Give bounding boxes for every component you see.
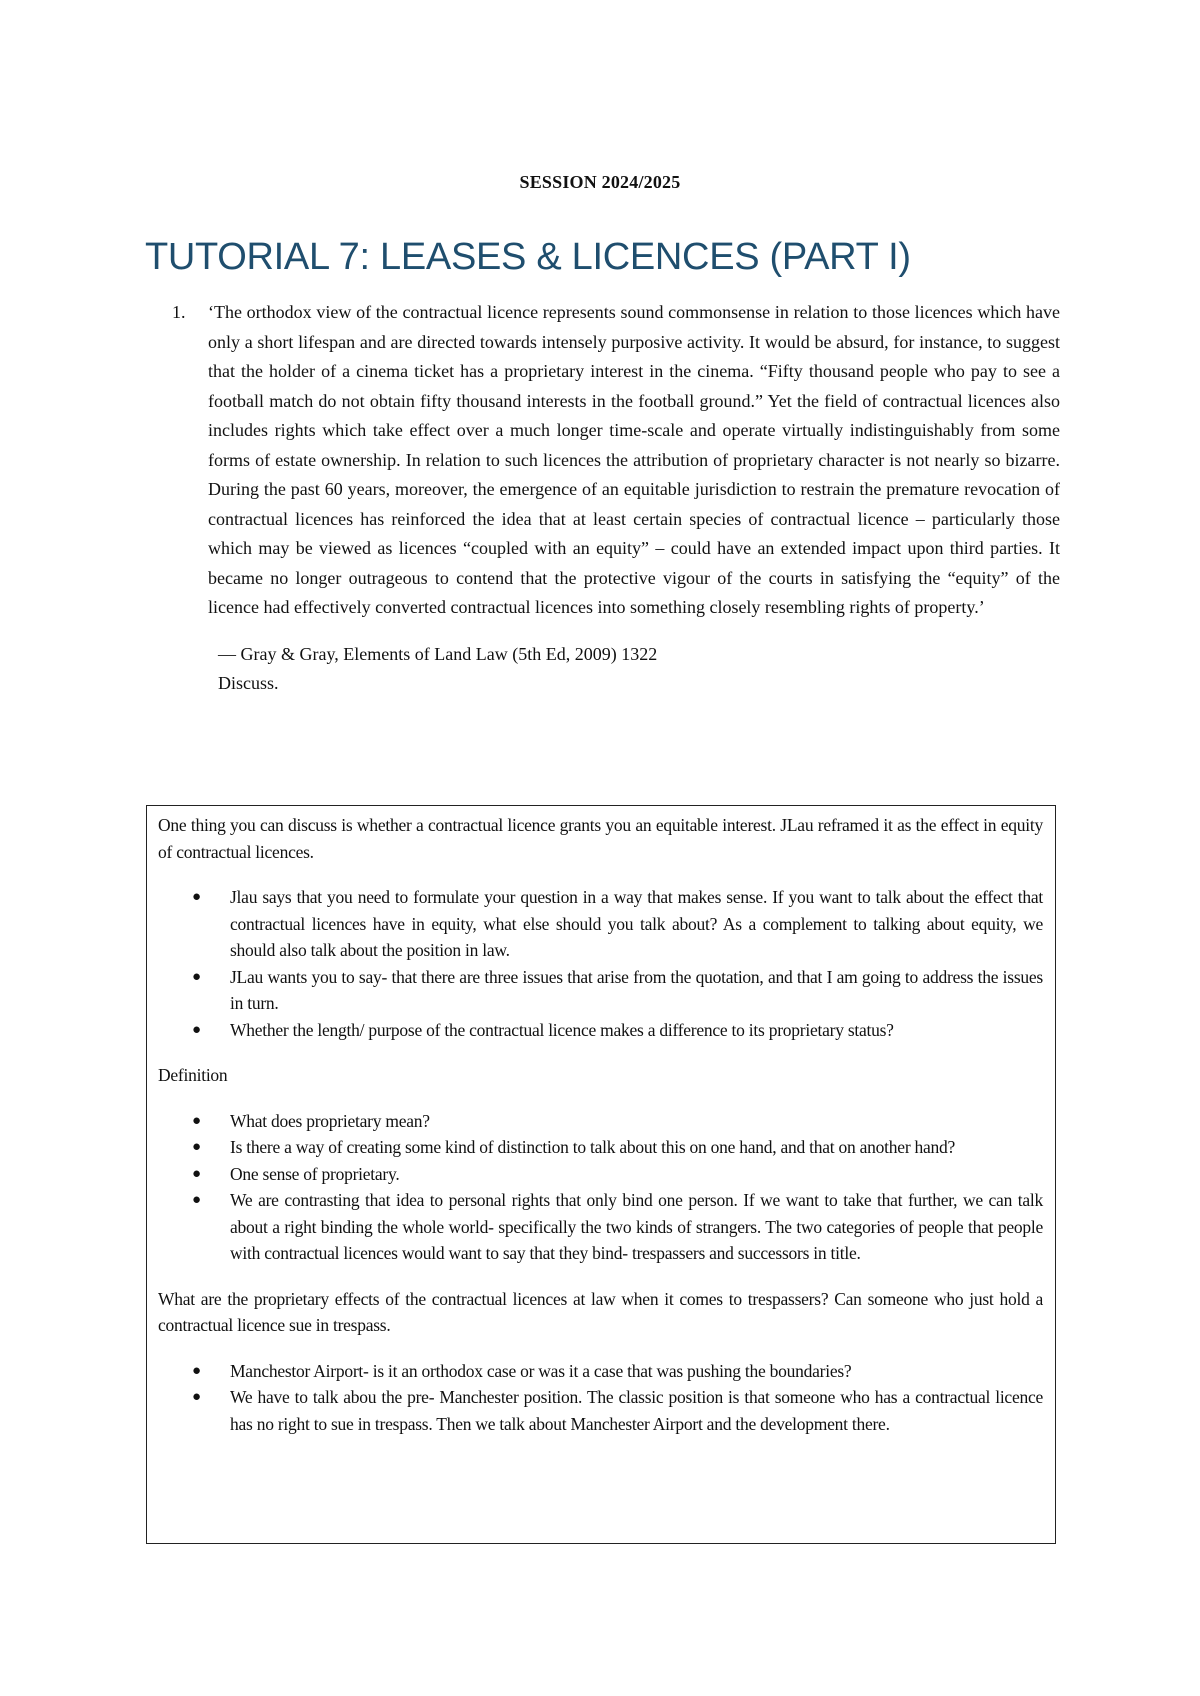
- list-item-text: JLau wants you to say- that there are three issues that arise from the quotation, and that I am going to address the issues in turn.: [230, 966, 1043, 1013]
- trespass-bullet-list: [158, 1358, 1043, 1438]
- bullet-icon: ●: [192, 1139, 201, 1155]
- definition-bullet-list: [158, 1108, 1043, 1267]
- list-item-text: Is there a way of creating some kind of distinction to talk about this on one hand, and that on another hand?: [230, 1137, 956, 1157]
- bullet-icon: ●: [192, 889, 201, 905]
- list-item-text: Jlau says that you need to formulate your question in a way that makes sense. If you want to talk about the effect that contractual licences have in equity, what else should you talk about? As a complement to talking about equity, we should also talk about the position in law.: [230, 887, 1043, 960]
- answer-intro: One thing you can discuss is whether a contractual licence grants you an equitable interest. JLau reframed it as the effect in equity of contractual licences.: [158, 815, 1043, 862]
- question-attribution: — Gray & Gray, Elements of Land Law (5th Ed, 2009) 1322: [218, 643, 658, 664]
- page-title: TUTORIAL 7: LEASES & LICENCES (PART I): [145, 236, 911, 278]
- bullet-icon: ●: [192, 1362, 201, 1379]
- list-item: [158, 1134, 1043, 1161]
- session-label: SESSION 2024/2025: [519, 172, 681, 192]
- bullet-icon: ●: [192, 1165, 201, 1182]
- question-quote: ‘The orthodox view of the contractual licence represents sound commonsense in relation to those licences which have only a short lifespan and are directed towards intensely purposive activity. It would be absurd, for instance, to suggest that the holder of a cinema ticket has a proprietary interest in the cinema. “Fifty thousand people who pay to see a football match do not obtain fifty thousand interests in the football ground.” Yet the field of contractual licences also includes rights which take effect over a much longer time-scale and operate virtually indistinguishably from some forms of estate ownership. In relation to such licences the attribution of proprietary character is not nearly so bizarre. During the past 60 years, moreover, the emergence of an equitable jurisdiction to restrain the premature revocation of contractual licences has reinforced the idea that at least certain species of contractual licence – particularly those which may be viewed as licences “coupled with an equity” – could have an extended impact upon third parties. It became no longer outrageous to contend that the protective vigour of the courts in satisfying the “equity” of the licence had effectively converted contractual licences into something closely resembling rights of property.’: [208, 302, 1060, 617]
- bullet-icon: ●: [192, 1112, 201, 1129]
- list-item: [158, 1187, 1043, 1267]
- bullet-icon: ●: [192, 1021, 201, 1038]
- list-item: [158, 1017, 1043, 1044]
- list-item-text: Whether the length/ purpose of the contractual licence makes a difference to its proprietary status?: [230, 1019, 894, 1040]
- bullet-icon: ●: [192, 968, 201, 985]
- list-item-text: We have to talk abou the pre- Manchester position. The classic position is that someone who has a contractual licence has no right to sue in trespass. Then we talk about Manchester Airport and the development there.: [230, 1387, 1043, 1434]
- definition-heading: Definition: [158, 1065, 228, 1085]
- answer-box: [146, 805, 1056, 1544]
- list-item-text: We are contrasting that idea to personal rights that only bind one person. If we want to take that further, we can talk about a right binding the whole world- specifically the two kinds of strangers. The two categories of people that people with contractual licences would want to say that they bind- trespassers and successors in title.: [230, 1190, 1043, 1263]
- bullet-icon: ●: [192, 1192, 201, 1208]
- list-item-text: What does proprietary mean?: [230, 1110, 430, 1131]
- question-1: [172, 298, 1060, 698]
- list-item-text: One sense of proprietary.: [230, 1163, 400, 1184]
- list-item: [158, 1108, 1043, 1135]
- question-number: 1.: [172, 302, 186, 322]
- list-item: [158, 1161, 1043, 1188]
- list-item-text: Manchestor Airport- is it an orthodox case or was it a case that was pushing the boundaries?: [230, 1360, 852, 1381]
- intro-bullet-list: [158, 884, 1043, 1043]
- list-item: [158, 1358, 1043, 1385]
- trespass-question: What are the proprietary effects of the contractual licences at law when it comes to trespassers? Can someone who just hold a contractual licence sue in trespass.: [158, 1288, 1043, 1335]
- bullet-icon: ●: [192, 1389, 201, 1405]
- list-item: [158, 884, 1043, 964]
- question-instruction: Discuss.: [218, 672, 279, 693]
- list-item: [158, 1384, 1043, 1437]
- question-attribution-block: [218, 640, 1060, 698]
- list-item: [158, 964, 1043, 1017]
